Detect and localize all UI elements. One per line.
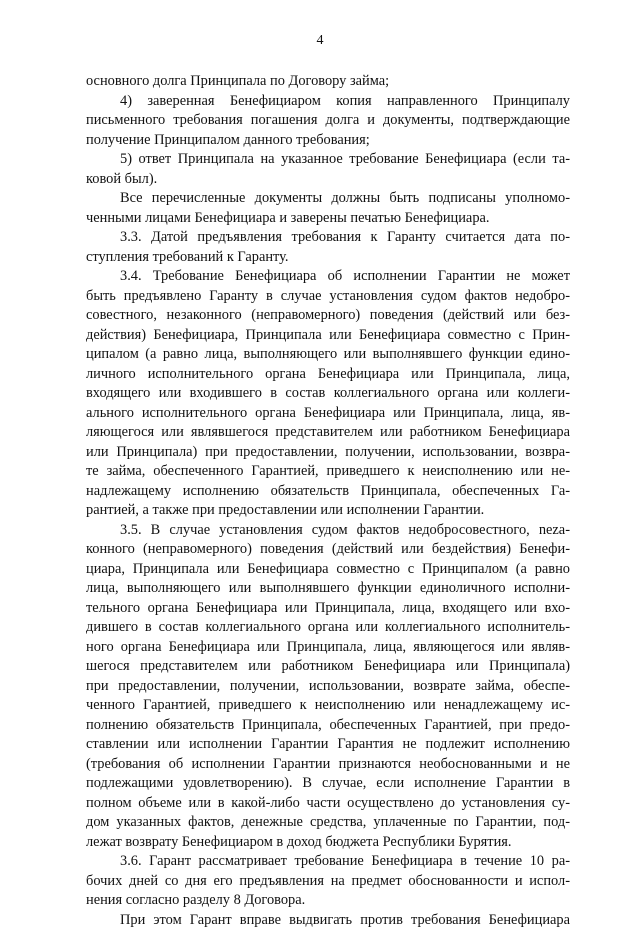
text-line: совестного, незаконного (неправомерного) поведения (действий или без- xyxy=(86,306,570,326)
text-line: ного органа Бенефициара или Принципала, лица, являющегося или являв- xyxy=(86,638,570,658)
text-line: 3.6. Гарант рассматривает требование Бенефициара в течение 10 ра- xyxy=(86,852,570,872)
text-line: дом указанных фактов, денежные средства, уплаченные по Гарантии, под- xyxy=(86,813,570,833)
text-line: ляющегося или являвшегося представителем или работником Бенефициара xyxy=(86,423,570,443)
text-line: 3.4. Требование Бенефициара об исполнении Гарантии не может xyxy=(86,267,570,287)
document-body xyxy=(86,72,570,930)
text-line: ставлении или исполнении Гарантии Гарантия не подлежит исполнению xyxy=(86,735,570,755)
text-line: 3.5. В случае установления судом фактов недобросовестного, neza- xyxy=(86,521,570,541)
text-line: ковой был). xyxy=(86,170,570,190)
text-line: полнению обязательств Принципала, обеспеченных Гарантией, при предо- xyxy=(86,716,570,736)
text-line: конного (неправомерного) поведения (действий или бездействия) Бенефи- xyxy=(86,540,570,560)
text-line: Все перечисленные документы должны быть подписаны уполномо- xyxy=(86,189,570,209)
text-line: нения согласно разделу 8 Договора. xyxy=(86,891,570,911)
text-line: письменного требования погашения долга и документы, подтверждающие xyxy=(86,111,570,131)
text-line: ченного Гарантией, приведшего к неисполнению или ненадлежащему ис- xyxy=(86,696,570,716)
text-line: или Принципала) при предоставлении, получении, использовании, возвра- xyxy=(86,443,570,463)
text-line: полном объеме или в какой-либо части осуществлено до установления су- xyxy=(86,794,570,814)
text-line: шегося представителем или работником Бенефициара или Принципала) xyxy=(86,657,570,677)
text-line: надлежащему исполнению обязательств Принципала, обеспеченных Га- xyxy=(86,482,570,502)
text-line: тельного органа Бенефициара или Принципала, лица, входящего или вхо- xyxy=(86,599,570,619)
text-line: 3.3. Датой предъявления требования к Гаранту считается дата по- xyxy=(86,228,570,248)
text-line: При этом Гарант вправе выдвигать против требования Бенефициара xyxy=(86,911,570,930)
text-line: циара, Принципала или Бенефициара совместно с Принципалом (а равно xyxy=(86,560,570,580)
text-line: ального исполнительного органа Бенефициара или Принципала, лица, яв- xyxy=(86,404,570,424)
text-line: лежат возврату Бенефициаром в доход бюджета Республики Бурятия. xyxy=(86,833,570,853)
text-line: входящего или входившего в состав коллегиального органа или коллеги- xyxy=(86,384,570,404)
text-line: 5) ответ Принципала на указанное требование Бенефициара (если та- xyxy=(86,150,570,170)
text-line: ципалом (а равно лица, выполняющего или выполнявшего функции едино- xyxy=(86,345,570,365)
text-line: личного исполнительного органа Бенефициара или Принципала, лица, xyxy=(86,365,570,385)
text-line: ченными лицами Бенефициара и заверены печатью Бенефициара. xyxy=(86,209,570,229)
text-line: основного долга Принципала по Договору займа; xyxy=(86,72,570,92)
text-line: получение Принципалом данного требования; xyxy=(86,131,570,151)
text-line: рантией, а также при предоставлении или исполнении Гарантии. xyxy=(86,501,570,521)
text-line: подлежащими удовлетворению). В случае, если исполнение Гарантии в xyxy=(86,774,570,794)
text-line: при предоставлении, получении, использовании, возврате займа, обеспе- xyxy=(86,677,570,697)
text-line: лица, выполняющего или выполнявшего функции единоличного исполни- xyxy=(86,579,570,599)
text-line: быть предъявлено Гаранту в случае установления судом фактов недобро- xyxy=(86,287,570,307)
text-line: 4) заверенная Бенефициаром копия направленного Принципалу xyxy=(86,92,570,112)
text-line: бочих дней со дня его предъявления на предмет обоснованности и испол- xyxy=(86,872,570,892)
text-line: действия) Бенефициара, Принципала или Бенефициара совместно с Прин- xyxy=(86,326,570,346)
page-number: 4 xyxy=(0,33,640,49)
text-line: те займа, обеспеченного Гарантией, приведшего к неисполнению или не- xyxy=(86,462,570,482)
text-line: ступления требований к Гаранту. xyxy=(86,248,570,268)
text-line: (требования об исполнении Гарантии признаются необоснованными и не xyxy=(86,755,570,775)
text-line: дившего в состав коллегиального органа или коллегиального исполнитель- xyxy=(86,618,570,638)
